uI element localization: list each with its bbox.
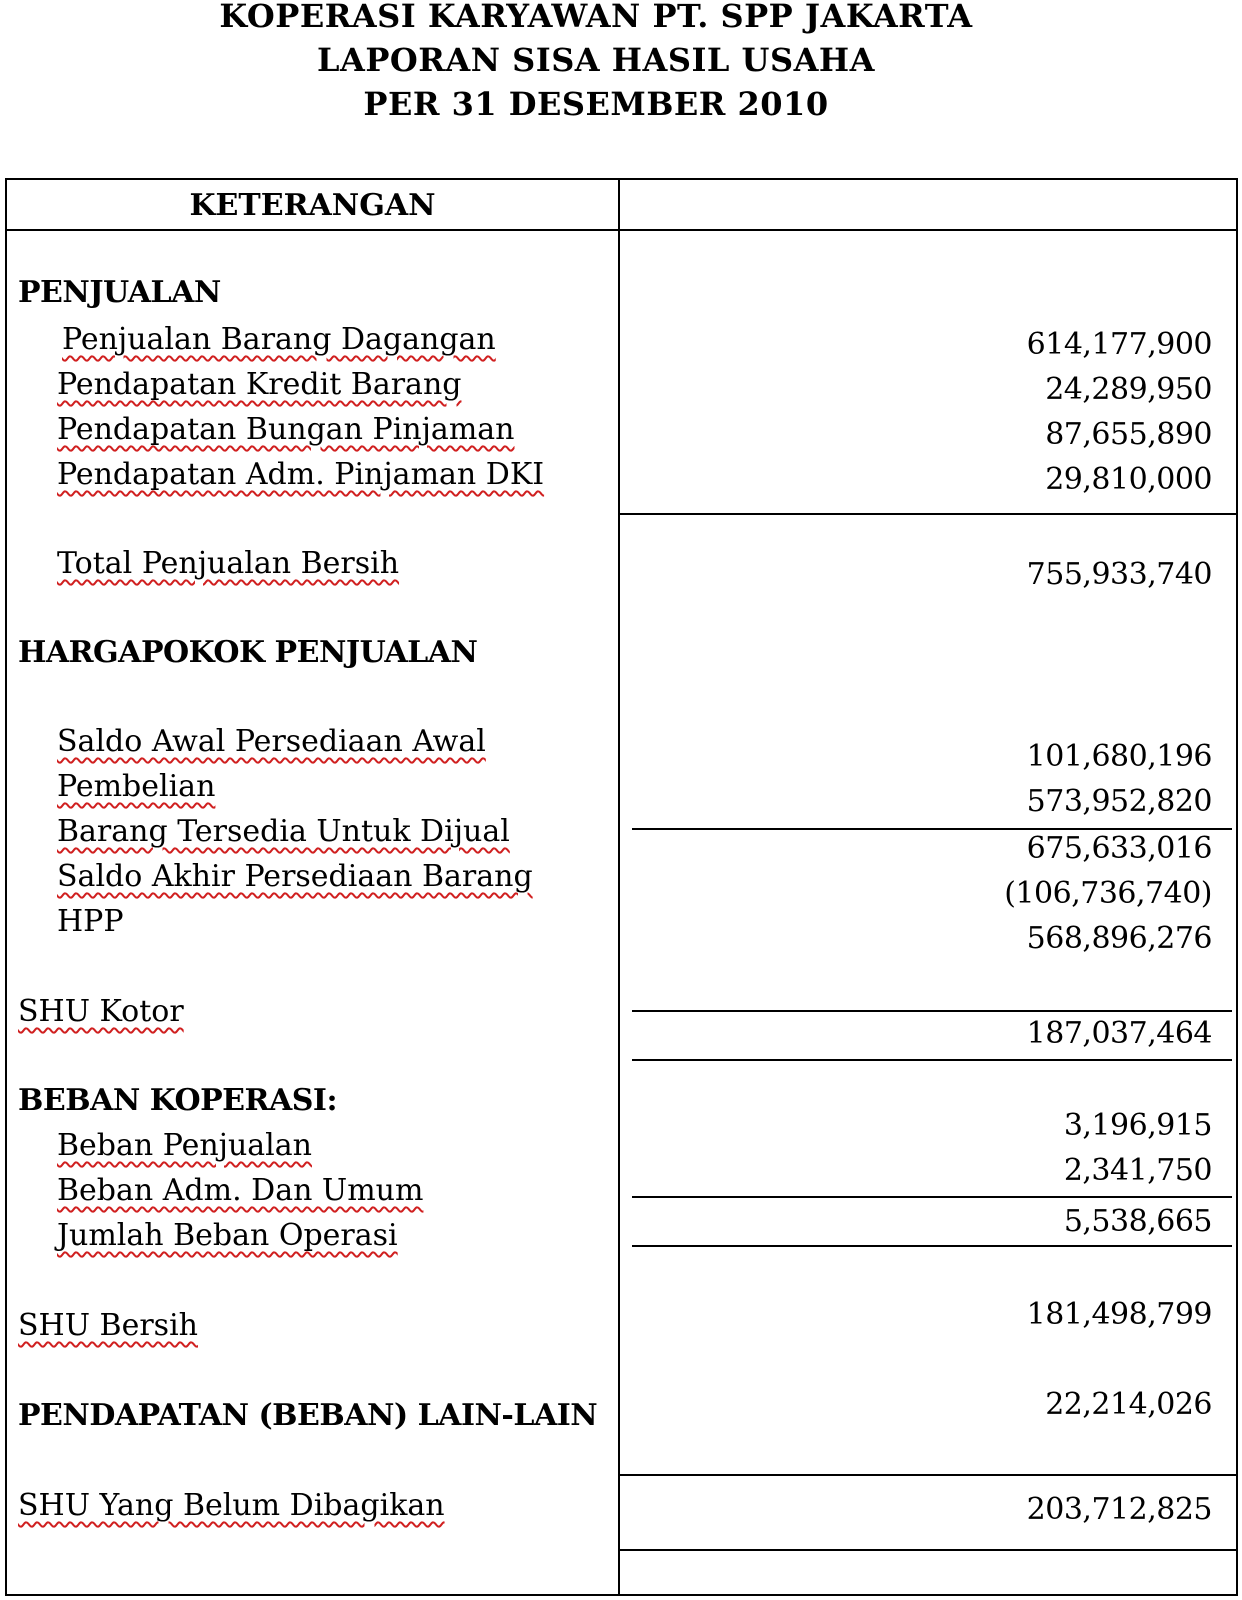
value-shu-belum-dibagikan: 203,712,825: [1026, 1492, 1212, 1527]
value-tersedia-dijual: 675,633,016: [1026, 831, 1212, 866]
value-penjualan-barang: 614,177,900: [1026, 327, 1212, 362]
section-beban: BEBAN KOPERASI:: [18, 1083, 338, 1118]
rule-tersedia: [632, 828, 1232, 830]
section-penjualan: PENJUALAN: [18, 275, 221, 310]
value-jumlah-beban: 5,538,665: [1063, 1204, 1212, 1239]
section-lain-lain: PENDAPATAN (BEBAN) LAIN-LAIN: [18, 1398, 598, 1433]
label-beban-adm: Beban Adm. Dan Umum: [57, 1173, 424, 1208]
value-bunga-pinjaman: 87,655,890: [1045, 417, 1212, 452]
rule-shu-kotor-bottom: [632, 1059, 1232, 1061]
rule-beban-total: [632, 1245, 1232, 1247]
value-total-penjualan: 755,933,740: [1026, 557, 1212, 592]
label-beban-penjualan: Beban Penjualan: [57, 1128, 312, 1163]
label-total-penjualan: Total Penjualan Bersih: [57, 546, 400, 581]
title-line-1: KOPERASI KARYAWAN PT. SPP JAKARTA: [219, 0, 973, 35]
label-shu-belum-dibagikan: SHU Yang Belum Dibagikan: [18, 1488, 445, 1523]
rule-beban-sum: [632, 1196, 1232, 1198]
value-hpp: 568,896,276: [1026, 921, 1212, 956]
label-saldo-awal: Saldo Awal Persediaan Awal: [57, 724, 486, 759]
value-adm-pinjaman: 29,810,000: [1045, 462, 1212, 497]
section-hpp: HARGAPOKOK PENJUALAN: [18, 635, 478, 670]
header-keterangan: KETERANGAN: [189, 187, 436, 223]
label-hpp: HPP: [57, 904, 124, 939]
label-penjualan-barang: Penjualan Barang Dagangan: [62, 322, 496, 357]
value-kredit-barang: 24,289,950: [1045, 372, 1212, 407]
title-line-3: PER 31 DESEMBER 2010: [363, 85, 829, 123]
value-saldo-akhir: (106,736,740): [1004, 876, 1212, 911]
value-lain-lain: 22,214,026: [1045, 1387, 1212, 1422]
value-beban-penjualan: 3,196,915: [1063, 1108, 1212, 1143]
label-pembelian: Pembelian: [57, 769, 216, 804]
value-beban-adm: 2,341,750: [1063, 1153, 1212, 1188]
value-shu-bersih: 181,498,799: [1026, 1297, 1212, 1332]
label-shu-bersih: SHU Bersih: [18, 1308, 198, 1343]
label-saldo-akhir: Saldo Akhir Persediaan Barang: [57, 859, 533, 894]
title-line-2: LAPORAN SISA HASIL USAHA: [317, 41, 875, 79]
rule-shu-akhir-top: [620, 1474, 1238, 1476]
label-tersedia-dijual: Barang Tersedia Untuk Dijual: [57, 814, 510, 849]
value-shu-kotor: 187,037,464: [1026, 1016, 1212, 1051]
label-bunga-pinjaman: Pendapatan Bungan Pinjaman: [57, 412, 515, 447]
label-adm-pinjaman: Pendapatan Adm. Pinjaman DKI: [57, 457, 545, 492]
label-shu-kotor: SHU Kotor: [18, 994, 184, 1029]
rule-subtotal-penjualan: [620, 513, 1238, 515]
label-kredit-barang: Pendapatan Kredit Barang: [57, 367, 462, 402]
value-pembelian: 573,952,820: [1026, 784, 1212, 819]
label-jumlah-beban: Jumlah Beban Operasi: [57, 1218, 398, 1253]
value-saldo-awal: 101,680,196: [1026, 739, 1212, 774]
rule-shu-kotor-top: [632, 1010, 1232, 1012]
rule-shu-akhir-bottom: [620, 1549, 1238, 1551]
column-divider: [618, 178, 620, 1596]
